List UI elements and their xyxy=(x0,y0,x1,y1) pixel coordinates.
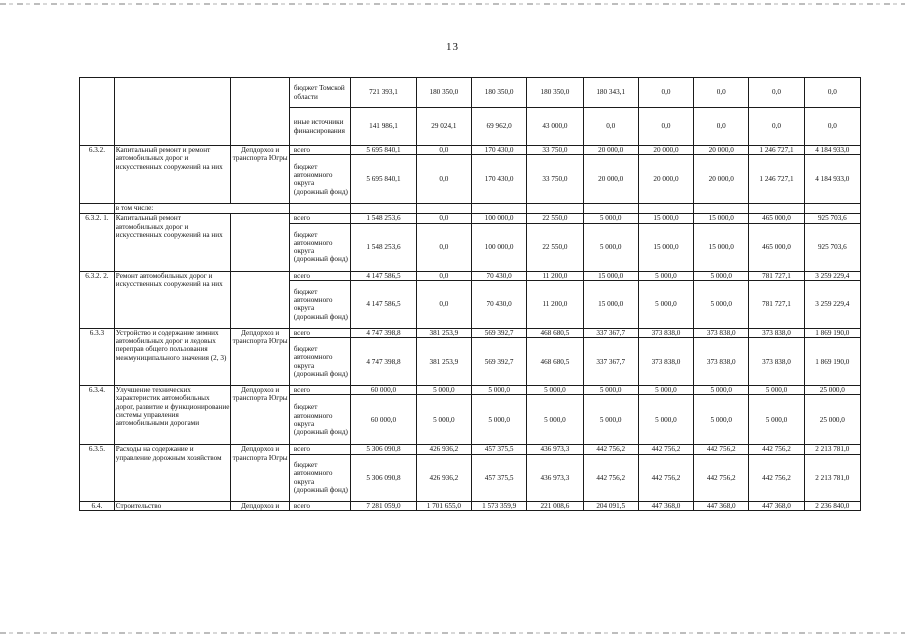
item-number-cell: 6.3.2. 1. xyxy=(80,214,115,271)
table-body xyxy=(80,78,861,511)
year-value-cell: 1 246 727,1 xyxy=(749,155,804,204)
funding-source-cell: бюджет Томской области xyxy=(289,78,350,108)
year-value-cell: 70 430,0 xyxy=(472,271,527,280)
year-value-cell: 5 000,0 xyxy=(638,280,693,328)
total-value-cell: 5 306 090,8 xyxy=(351,445,417,454)
year-value-cell: 5 000,0 xyxy=(583,395,638,445)
item-name-cell: Ремонт автомобильных дорог и искусственных сооружений на них xyxy=(114,271,231,328)
item-name-cell xyxy=(114,78,231,146)
scan-edge-top xyxy=(0,3,905,5)
year-value-cell xyxy=(583,204,638,214)
year-value-cell: 426 936,2 xyxy=(416,445,471,454)
table-row xyxy=(80,328,861,337)
year-value-cell: 11 200,0 xyxy=(527,271,583,280)
executor-cell: Депдорхоз и транспорта Югры xyxy=(231,386,289,445)
table-row xyxy=(80,271,861,280)
executor-cell: Депдорхоз и xyxy=(231,501,289,510)
funding-source-cell: бюджет автономного округа (дорожный фонд) xyxy=(289,280,350,328)
year-value-cell: 33 750,0 xyxy=(527,155,583,204)
year-value-cell: 100 000,0 xyxy=(472,223,527,271)
year-value-cell: 373 838,0 xyxy=(694,338,749,386)
year-value-cell: 69 962,0 xyxy=(472,108,527,146)
year-value-cell: 442 756,2 xyxy=(638,454,693,501)
item-number-cell: 6.3.3 xyxy=(80,328,115,385)
section-label: в том числе: xyxy=(114,204,289,214)
year-value-cell: 442 756,2 xyxy=(638,445,693,454)
year-value-cell: 20 000,0 xyxy=(638,146,693,155)
item-name-cell: Строительство xyxy=(114,501,231,510)
year-value-cell: 442 756,2 xyxy=(749,454,804,501)
total-value-cell: 5 306 090,8 xyxy=(351,454,417,501)
year-value-cell: 447 368,0 xyxy=(749,501,804,510)
year-value-cell xyxy=(527,204,583,214)
funding-source-cell: всего xyxy=(289,501,350,510)
year-value-cell: 373 838,0 xyxy=(749,338,804,386)
year-value-cell: 373 838,0 xyxy=(638,338,693,386)
year-value-cell: 2 236 840,0 xyxy=(804,501,860,510)
total-value-cell: 7 281 059,0 xyxy=(351,501,417,510)
year-value-cell: 0,0 xyxy=(416,155,471,204)
executor-cell: Депдорхоз и транспорта Югры xyxy=(231,328,289,385)
year-value-cell: 5 000,0 xyxy=(749,395,804,445)
page-number: 13 xyxy=(446,41,459,53)
year-value-cell: 569 392,7 xyxy=(472,338,527,386)
year-value-cell: 25 000,0 xyxy=(804,395,860,445)
year-value-cell: 381 253,9 xyxy=(416,328,471,337)
funding-source-cell: всего xyxy=(289,445,350,454)
table-row xyxy=(80,78,861,108)
year-value-cell: 180 350,0 xyxy=(527,78,583,108)
year-value-cell: 569 392,7 xyxy=(472,328,527,337)
year-value-cell: 442 756,2 xyxy=(749,445,804,454)
year-value-cell: 0,0 xyxy=(638,108,693,146)
year-value-cell: 457 375,5 xyxy=(472,454,527,501)
year-value-cell: 204 091,5 xyxy=(583,501,638,510)
funding-source-cell: всего xyxy=(289,146,350,155)
year-value-cell: 465 000,0 xyxy=(749,223,804,271)
funding-source-cell: всего xyxy=(289,328,350,337)
year-value-cell: 1 701 655,0 xyxy=(416,501,471,510)
year-value-cell: 5 000,0 xyxy=(694,271,749,280)
year-value-cell: 381 253,9 xyxy=(416,338,471,386)
year-value-cell: 70 430,0 xyxy=(472,280,527,328)
year-value-cell: 447 368,0 xyxy=(694,501,749,510)
year-value-cell: 170 430,0 xyxy=(472,146,527,155)
year-value-cell: 925 703,6 xyxy=(804,223,860,271)
section-number-cell xyxy=(80,204,115,214)
year-value-cell: 20 000,0 xyxy=(638,155,693,204)
year-value-cell: 1 246 727,1 xyxy=(749,146,804,155)
year-value-cell: 442 756,2 xyxy=(583,445,638,454)
year-value-cell: 2 213 781,0 xyxy=(804,445,860,454)
total-value-cell: 1 548 253,6 xyxy=(351,214,417,223)
total-value-cell: 4 747 398,8 xyxy=(351,338,417,386)
scan-edge-bottom xyxy=(0,632,905,634)
year-value-cell: 180 350,0 xyxy=(416,78,471,108)
year-value-cell: 15 000,0 xyxy=(583,271,638,280)
table-row xyxy=(80,204,861,214)
year-value-cell: 426 936,2 xyxy=(416,454,471,501)
item-number-cell: 6.3.5. xyxy=(80,445,115,501)
item-number-cell: 6.3.2. 2. xyxy=(80,271,115,328)
year-value-cell: 5 000,0 xyxy=(694,280,749,328)
year-value-cell: 465 000,0 xyxy=(749,214,804,223)
table-row xyxy=(80,146,861,155)
executor-cell xyxy=(231,78,289,146)
year-value-cell: 0,0 xyxy=(694,108,749,146)
total-value-cell: 4 747 398,8 xyxy=(351,328,417,337)
year-value-cell: 373 838,0 xyxy=(749,328,804,337)
funding-source-cell xyxy=(289,204,350,214)
funding-source-cell: бюджет автономного округа (дорожный фонд) xyxy=(289,338,350,386)
year-value-cell: 29 024,1 xyxy=(416,108,471,146)
year-value-cell: 4 184 933,0 xyxy=(804,146,860,155)
year-value-cell: 442 756,2 xyxy=(694,454,749,501)
year-value-cell: 1 869 190,0 xyxy=(804,328,860,337)
year-value-cell: 5 000,0 xyxy=(416,395,471,445)
year-value-cell: 11 200,0 xyxy=(527,280,583,328)
item-number-cell xyxy=(80,78,115,146)
year-value-cell: 5 000,0 xyxy=(527,395,583,445)
year-value-cell: 25 000,0 xyxy=(804,386,860,395)
total-value-cell: 4 147 586,5 xyxy=(351,271,417,280)
year-value-cell: 442 756,2 xyxy=(583,454,638,501)
year-value-cell: 33 750,0 xyxy=(527,146,583,155)
table-row xyxy=(80,501,861,510)
year-value-cell: 15 000,0 xyxy=(638,214,693,223)
year-value-cell: 4 184 933,0 xyxy=(804,155,860,204)
year-value-cell: 15 000,0 xyxy=(694,214,749,223)
year-value-cell: 0,0 xyxy=(416,146,471,155)
year-value-cell: 468 680,5 xyxy=(527,328,583,337)
item-number-cell: 6.4. xyxy=(80,501,115,510)
year-value-cell: 15 000,0 xyxy=(694,223,749,271)
year-value-cell: 3 259 229,4 xyxy=(804,271,860,280)
year-value-cell: 468 680,5 xyxy=(527,338,583,386)
year-value-cell xyxy=(638,204,693,214)
table-row xyxy=(80,445,861,454)
item-number-cell: 6.3.4. xyxy=(80,386,115,445)
executor-cell: Депдорхоз и транспорта Югры xyxy=(231,445,289,501)
item-name-cell: Капитальный ремонт и ремонт автомобильных дорог и искусственных сооружений на них xyxy=(114,146,231,204)
funding-source-cell: всего xyxy=(289,214,350,223)
year-value-cell: 5 000,0 xyxy=(583,214,638,223)
year-value-cell: 22 550,0 xyxy=(527,214,583,223)
funding-source-cell: бюджет автономного округа (дорожный фонд) xyxy=(289,395,350,445)
year-value-cell: 1 573 359,9 xyxy=(472,501,527,510)
funding-source-cell: бюджет автономного округа (дорожный фонд) xyxy=(289,223,350,271)
year-value-cell: 170 430,0 xyxy=(472,155,527,204)
funding-source-cell: бюджет автономного округа (дорожный фонд) xyxy=(289,454,350,501)
total-value-cell: 1 548 253,6 xyxy=(351,223,417,271)
executor-cell xyxy=(231,214,289,271)
year-value-cell: 221 008,6 xyxy=(527,501,583,510)
year-value-cell xyxy=(749,204,804,214)
year-value-cell: 0,0 xyxy=(749,78,804,108)
year-value-cell: 0,0 xyxy=(416,271,471,280)
year-value-cell xyxy=(416,204,471,214)
year-value-cell: 447 368,0 xyxy=(638,501,693,510)
total-value-cell: 721 393,1 xyxy=(351,78,417,108)
total-value-cell: 141 986,1 xyxy=(351,108,417,146)
year-value-cell: 373 838,0 xyxy=(638,328,693,337)
year-value-cell: 373 838,0 xyxy=(694,328,749,337)
year-value-cell: 781 727,1 xyxy=(749,271,804,280)
year-value-cell: 5 000,0 xyxy=(583,223,638,271)
year-value-cell: 442 756,2 xyxy=(694,445,749,454)
year-value-cell: 0,0 xyxy=(638,78,693,108)
year-value-cell: 100 000,0 xyxy=(472,214,527,223)
year-value-cell: 436 973,3 xyxy=(527,445,583,454)
year-value-cell: 15 000,0 xyxy=(583,280,638,328)
year-value-cell: 20 000,0 xyxy=(583,155,638,204)
item-number-cell: 6.3.2. xyxy=(80,146,115,204)
year-value-cell: 0,0 xyxy=(749,108,804,146)
executor-cell: Депдорхоз и транспорта Югры xyxy=(231,146,289,204)
year-value-cell: 5 000,0 xyxy=(638,271,693,280)
funding-source-cell: всего xyxy=(289,271,350,280)
item-name-cell: Улучшение технических характеристик автомобильных дорог, развитие и функционирование системы управления автомобильными дорогами xyxy=(114,386,231,445)
year-value-cell: 20 000,0 xyxy=(694,146,749,155)
total-value-cell: 60 000,0 xyxy=(351,395,417,445)
year-value-cell: 20 000,0 xyxy=(694,155,749,204)
year-value-cell xyxy=(351,204,417,214)
year-value-cell: 15 000,0 xyxy=(638,223,693,271)
year-value-cell: 20 000,0 xyxy=(583,146,638,155)
funding-source-cell: иные источники финансирования xyxy=(289,108,350,146)
funding-source-cell: бюджет автономного округа (дорожный фонд) xyxy=(289,155,350,204)
total-value-cell: 60 000,0 xyxy=(351,386,417,395)
year-value-cell: 180 350,0 xyxy=(472,78,527,108)
year-value-cell: 925 703,6 xyxy=(804,214,860,223)
year-value-cell: 0,0 xyxy=(416,223,471,271)
year-value-cell: 5 000,0 xyxy=(638,386,693,395)
item-name-cell: Капитальный ремонт автомобильных дорог и искусственных сооружений на них xyxy=(114,214,231,271)
year-value-cell xyxy=(804,204,860,214)
year-value-cell: 0,0 xyxy=(416,214,471,223)
total-value-cell: 5 695 840,1 xyxy=(351,146,417,155)
year-value-cell xyxy=(472,204,527,214)
total-value-cell: 4 147 586,5 xyxy=(351,280,417,328)
year-value-cell: 5 000,0 xyxy=(583,386,638,395)
item-name-cell: Устройство и содержание зимних автомобильных дорог и ледовых переправ общего пользования межмуниципального значения (2, 3) xyxy=(114,328,231,385)
table-row xyxy=(80,214,861,223)
year-value-cell: 0,0 xyxy=(804,78,860,108)
year-value-cell: 5 000,0 xyxy=(527,386,583,395)
executor-cell xyxy=(231,271,289,328)
year-value-cell: 22 550,0 xyxy=(527,223,583,271)
year-value-cell: 5 000,0 xyxy=(472,386,527,395)
budget-table xyxy=(79,77,861,511)
year-value-cell: 1 869 190,0 xyxy=(804,338,860,386)
year-value-cell: 5 000,0 xyxy=(749,386,804,395)
total-value-cell: 5 695 840,1 xyxy=(351,155,417,204)
year-value-cell: 43 000,0 xyxy=(527,108,583,146)
year-value-cell: 5 000,0 xyxy=(694,395,749,445)
year-value-cell: 180 343,1 xyxy=(583,78,638,108)
year-value-cell: 0,0 xyxy=(583,108,638,146)
year-value-cell: 0,0 xyxy=(416,280,471,328)
year-value-cell: 781 727,1 xyxy=(749,280,804,328)
year-value-cell: 0,0 xyxy=(804,108,860,146)
year-value-cell: 5 000,0 xyxy=(694,386,749,395)
item-name-cell: Расходы на содержание и управление дорожным хозяйством xyxy=(114,445,231,501)
year-value-cell: 3 259 229,4 xyxy=(804,280,860,328)
year-value-cell: 2 213 781,0 xyxy=(804,454,860,501)
funding-source-cell: всего xyxy=(289,386,350,395)
year-value-cell: 5 000,0 xyxy=(638,395,693,445)
year-value-cell: 457 375,5 xyxy=(472,445,527,454)
year-value-cell: 337 367,7 xyxy=(583,328,638,337)
year-value-cell: 436 973,3 xyxy=(527,454,583,501)
table-row xyxy=(80,386,861,395)
year-value-cell: 0,0 xyxy=(694,78,749,108)
year-value-cell: 5 000,0 xyxy=(472,395,527,445)
year-value-cell: 337 367,7 xyxy=(583,338,638,386)
year-value-cell: 5 000,0 xyxy=(416,386,471,395)
year-value-cell xyxy=(694,204,749,214)
